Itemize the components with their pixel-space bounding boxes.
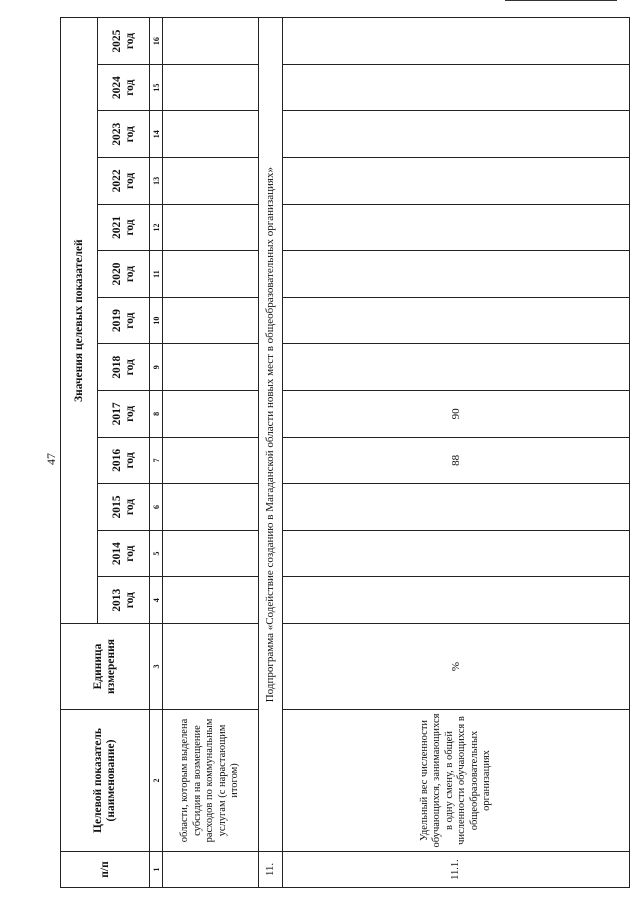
row-value [283,344,630,391]
column-number: 11 [150,251,163,298]
column-number: 2 [150,710,163,852]
header-year: 2025 год [98,18,150,65]
row-value [163,391,259,438]
row-unit [163,624,259,710]
row-value [283,251,630,298]
subprogram-row [259,18,283,888]
header-year: 2022 год [98,158,150,205]
column-number: 9 [150,344,163,391]
header-num: п/п [61,852,150,888]
row-value [283,18,630,65]
target-indicators-table [60,17,630,888]
column-number: 13 [150,158,163,205]
row-num: 11. [259,852,283,888]
header-indicator: Целевой показатель (наименование) [61,710,150,852]
row-value [283,204,630,251]
table-row [163,18,259,888]
row-value [283,530,630,577]
column-number: 6 [150,484,163,531]
row-value: 88 [283,437,630,484]
closing-quote [0,239,2,248]
table-row [283,18,630,888]
row-value [163,251,259,298]
header-year: 2013 год [98,577,150,624]
row-value [163,297,259,344]
header-unit: Единица измерения [61,624,150,710]
row-value [163,484,259,531]
top-rule [505,0,617,1]
row-value [283,111,630,158]
row-value [163,344,259,391]
header-year: 2019 год [98,297,150,344]
header-values-group: Значения целевых показателей [61,18,98,624]
column-number: 5 [150,530,163,577]
column-number: 4 [150,577,163,624]
row-value [283,297,630,344]
row-num: 11.1. [283,852,630,888]
row-num [163,852,259,888]
row-value [283,158,630,205]
header-year: 2015 год [98,484,150,531]
column-number: 12 [150,204,163,251]
row-indicator: Удельный вес численности обучающихся, занимающихся в одну смену, в общей численности обучающихся в общеобразовательных организациях [283,710,630,852]
row-value [283,577,630,624]
row-value [163,18,259,65]
header-row-1 [61,18,98,888]
rotated-table-container [60,18,630,888]
header-year: 2021 год [98,204,150,251]
column-number: 14 [150,111,163,158]
column-number: 8 [150,391,163,438]
row-value [163,158,259,205]
column-number: 1 [150,852,163,888]
header-year: 2023 год [98,111,150,158]
column-number: 7 [150,437,163,484]
row-value [163,204,259,251]
column-number: 3 [150,624,163,710]
row-value [163,437,259,484]
column-number: 15 [150,64,163,111]
column-number-row [150,18,163,888]
row-unit: % [283,624,630,710]
header-year: 2020 год [98,251,150,298]
row-value [283,484,630,531]
row-value [163,64,259,111]
row-value [163,530,259,577]
row-indicator: области, которым выделена субсидия на возмещение расходов по коммунальным услугам (с нарастающим итогом) [163,710,259,852]
row-value: 90 [283,391,630,438]
header-year: 2014 год [98,530,150,577]
column-number: 10 [150,297,163,344]
row-value [283,64,630,111]
row-value [163,577,259,624]
subprogram-title: Подпрограмма «Содействие созданию в Магаданской области новых мест в общеобразовательных организациях» [259,18,283,852]
header-year: 2017 год [98,391,150,438]
page-number: 47 [44,453,58,465]
row-value [163,111,259,158]
header-year: 2018 год [98,344,150,391]
column-number: 16 [150,18,163,65]
header-year: 2016 год [98,437,150,484]
header-year: 2024 год [98,64,150,111]
closing-signature-line [0,0,2,400]
